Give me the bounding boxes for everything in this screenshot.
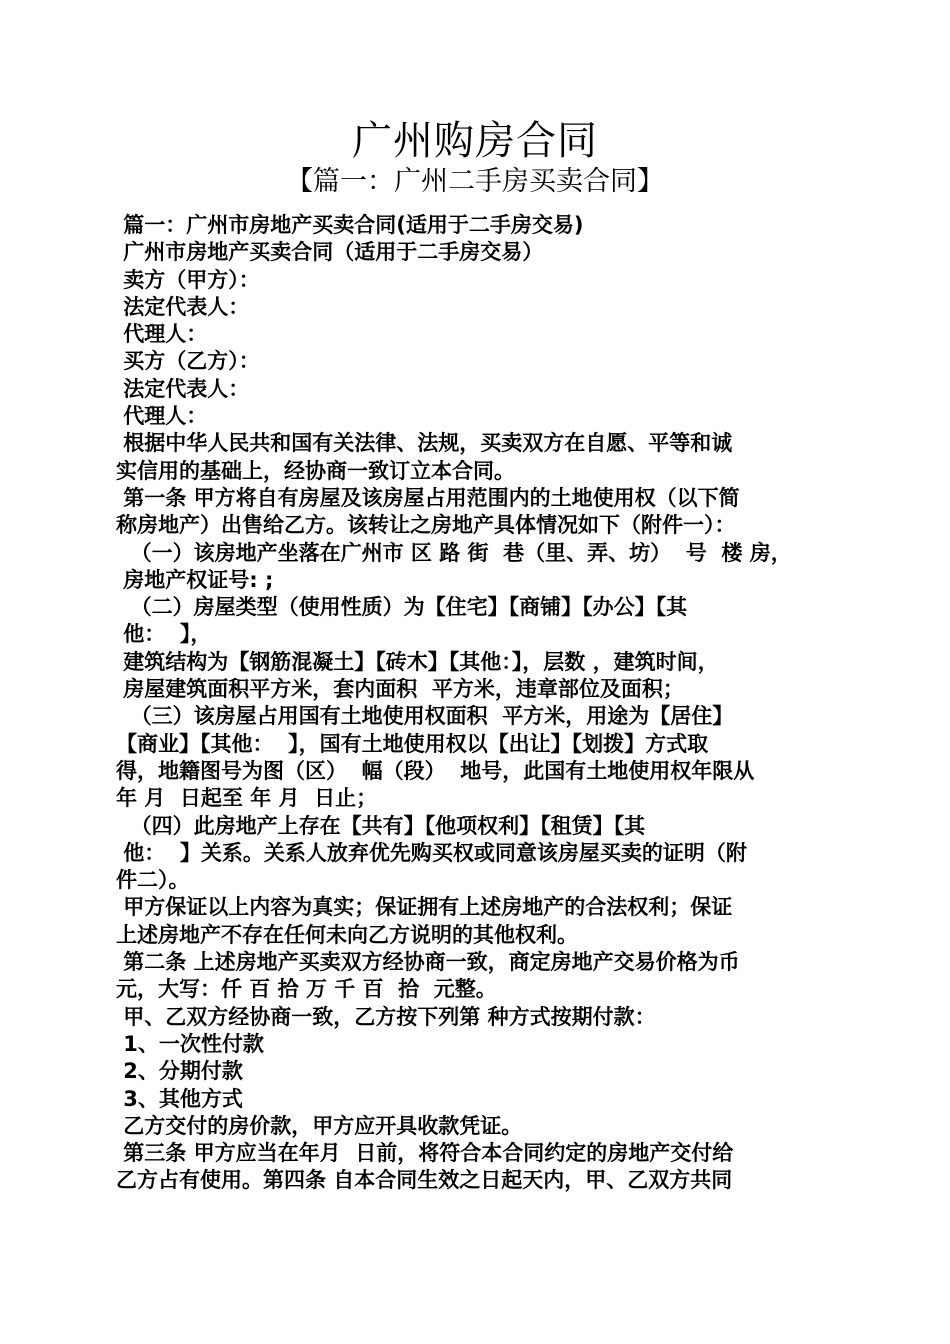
body-line: 代理人： [116, 404, 208, 429]
body-line: 第三条 甲方应当在年月 日前，将符合本合同约定的房地产交付给 [116, 1141, 734, 1166]
body-line: 乙方占有使用。第四条 自本合同生效之日起天内，甲、乙双方共同 [116, 1168, 733, 1193]
body-line: 得，地籍图号为图（区） 幅（段） 地号，此国有土地使用权年限从 [116, 758, 755, 783]
contract-body [116, 212, 846, 1195]
body-line: 年 月 日起至 年 月 日止； [116, 786, 378, 811]
body-line: （三）该房屋占用国有土地使用权面积 平方米，用途为【居住】 [116, 704, 734, 729]
body-line: 实信用的基础上，经协商一致订立本合同。 [116, 458, 515, 483]
body-line: 件二）。 [116, 868, 190, 893]
body-line: 法定代表人： [116, 294, 250, 319]
body-line: 3、其他方式 [116, 1086, 243, 1111]
body-line: 上述房地产不存在任何未向乙方说明的其他权利。 [116, 922, 578, 947]
body-line: 甲方保证以上内容为真实；保证拥有上述房地产的合法权利；保证 [116, 895, 733, 920]
body-line: 乙方交付的房价款，甲方应开具收款凭证。 [116, 1113, 523, 1138]
body-line: 法定代表人： [116, 376, 250, 401]
body-line: 卖方（甲方）： [116, 267, 260, 292]
body-line: 1、一次性付款 [116, 1031, 264, 1056]
body-line: 篇一：广州市房地产买卖合同(适用于二手房交易) [116, 213, 584, 237]
body-line: 根据中华人民共和国有关法律、法规，买卖双方在自愿、平等和诚 [116, 431, 733, 456]
document-title: 广州购房合同 [352, 118, 598, 164]
body-line: （二）房屋类型（使用性质）为【住宅】【商铺】【办公】【其 [116, 595, 688, 620]
body-line: 他： 】， [116, 622, 212, 647]
body-line: 房屋建筑面积平方米，套内面积 平方米，违章部位及面积； [116, 677, 684, 702]
body-line: 广州市房地产买卖合同（适用于二手房交易） [116, 240, 544, 265]
body-line: （一）该房地产坐落在广州市 区 路 街 巷（里、弄、坊） 号 楼 房， [116, 540, 792, 565]
body-line: 2、分期付款 [116, 1059, 243, 1084]
body-line: 【商业】【其他： 】，国有土地使用权以【出让】【划拨】方式取 [116, 731, 709, 756]
document-subtitle: 【篇一：广州二手房买卖合同】 [286, 166, 664, 197]
body-line: 买方（乙方）： [116, 349, 260, 374]
body-line: 称房地产）出售给乙方。该转让之房地产具体情况如下（附件一）： [116, 513, 736, 538]
body-line: （四）此房地产上存在【共有】【他项权利】【租赁】【其 [116, 813, 646, 838]
body-line: 甲、乙双方经协商一致，乙方按下列第 种方式按期付款： [116, 1004, 656, 1029]
body-line: 建筑结构为【钢筋混凝土】【砖木】【其他：】，层数 ，建筑时间， [116, 649, 719, 674]
body-line: 他： 】关系。关系人放弃优先购买权或同意该房屋买卖的证明（附 [116, 840, 747, 865]
body-line: 元，大写：仟 百 拾 万 千 百 拾 元整。 [116, 977, 497, 1002]
body-line: 代理人： [116, 322, 208, 347]
body-line: 房地产权证号: ; [116, 567, 274, 592]
body-line: 第二条 上述房地产买卖双方经协商一致，商定房地产交易价格为币 [116, 950, 740, 975]
body-line: 第一条 甲方将自有房屋及该房屋占用范围内的土地使用权（以下简 [116, 485, 740, 510]
